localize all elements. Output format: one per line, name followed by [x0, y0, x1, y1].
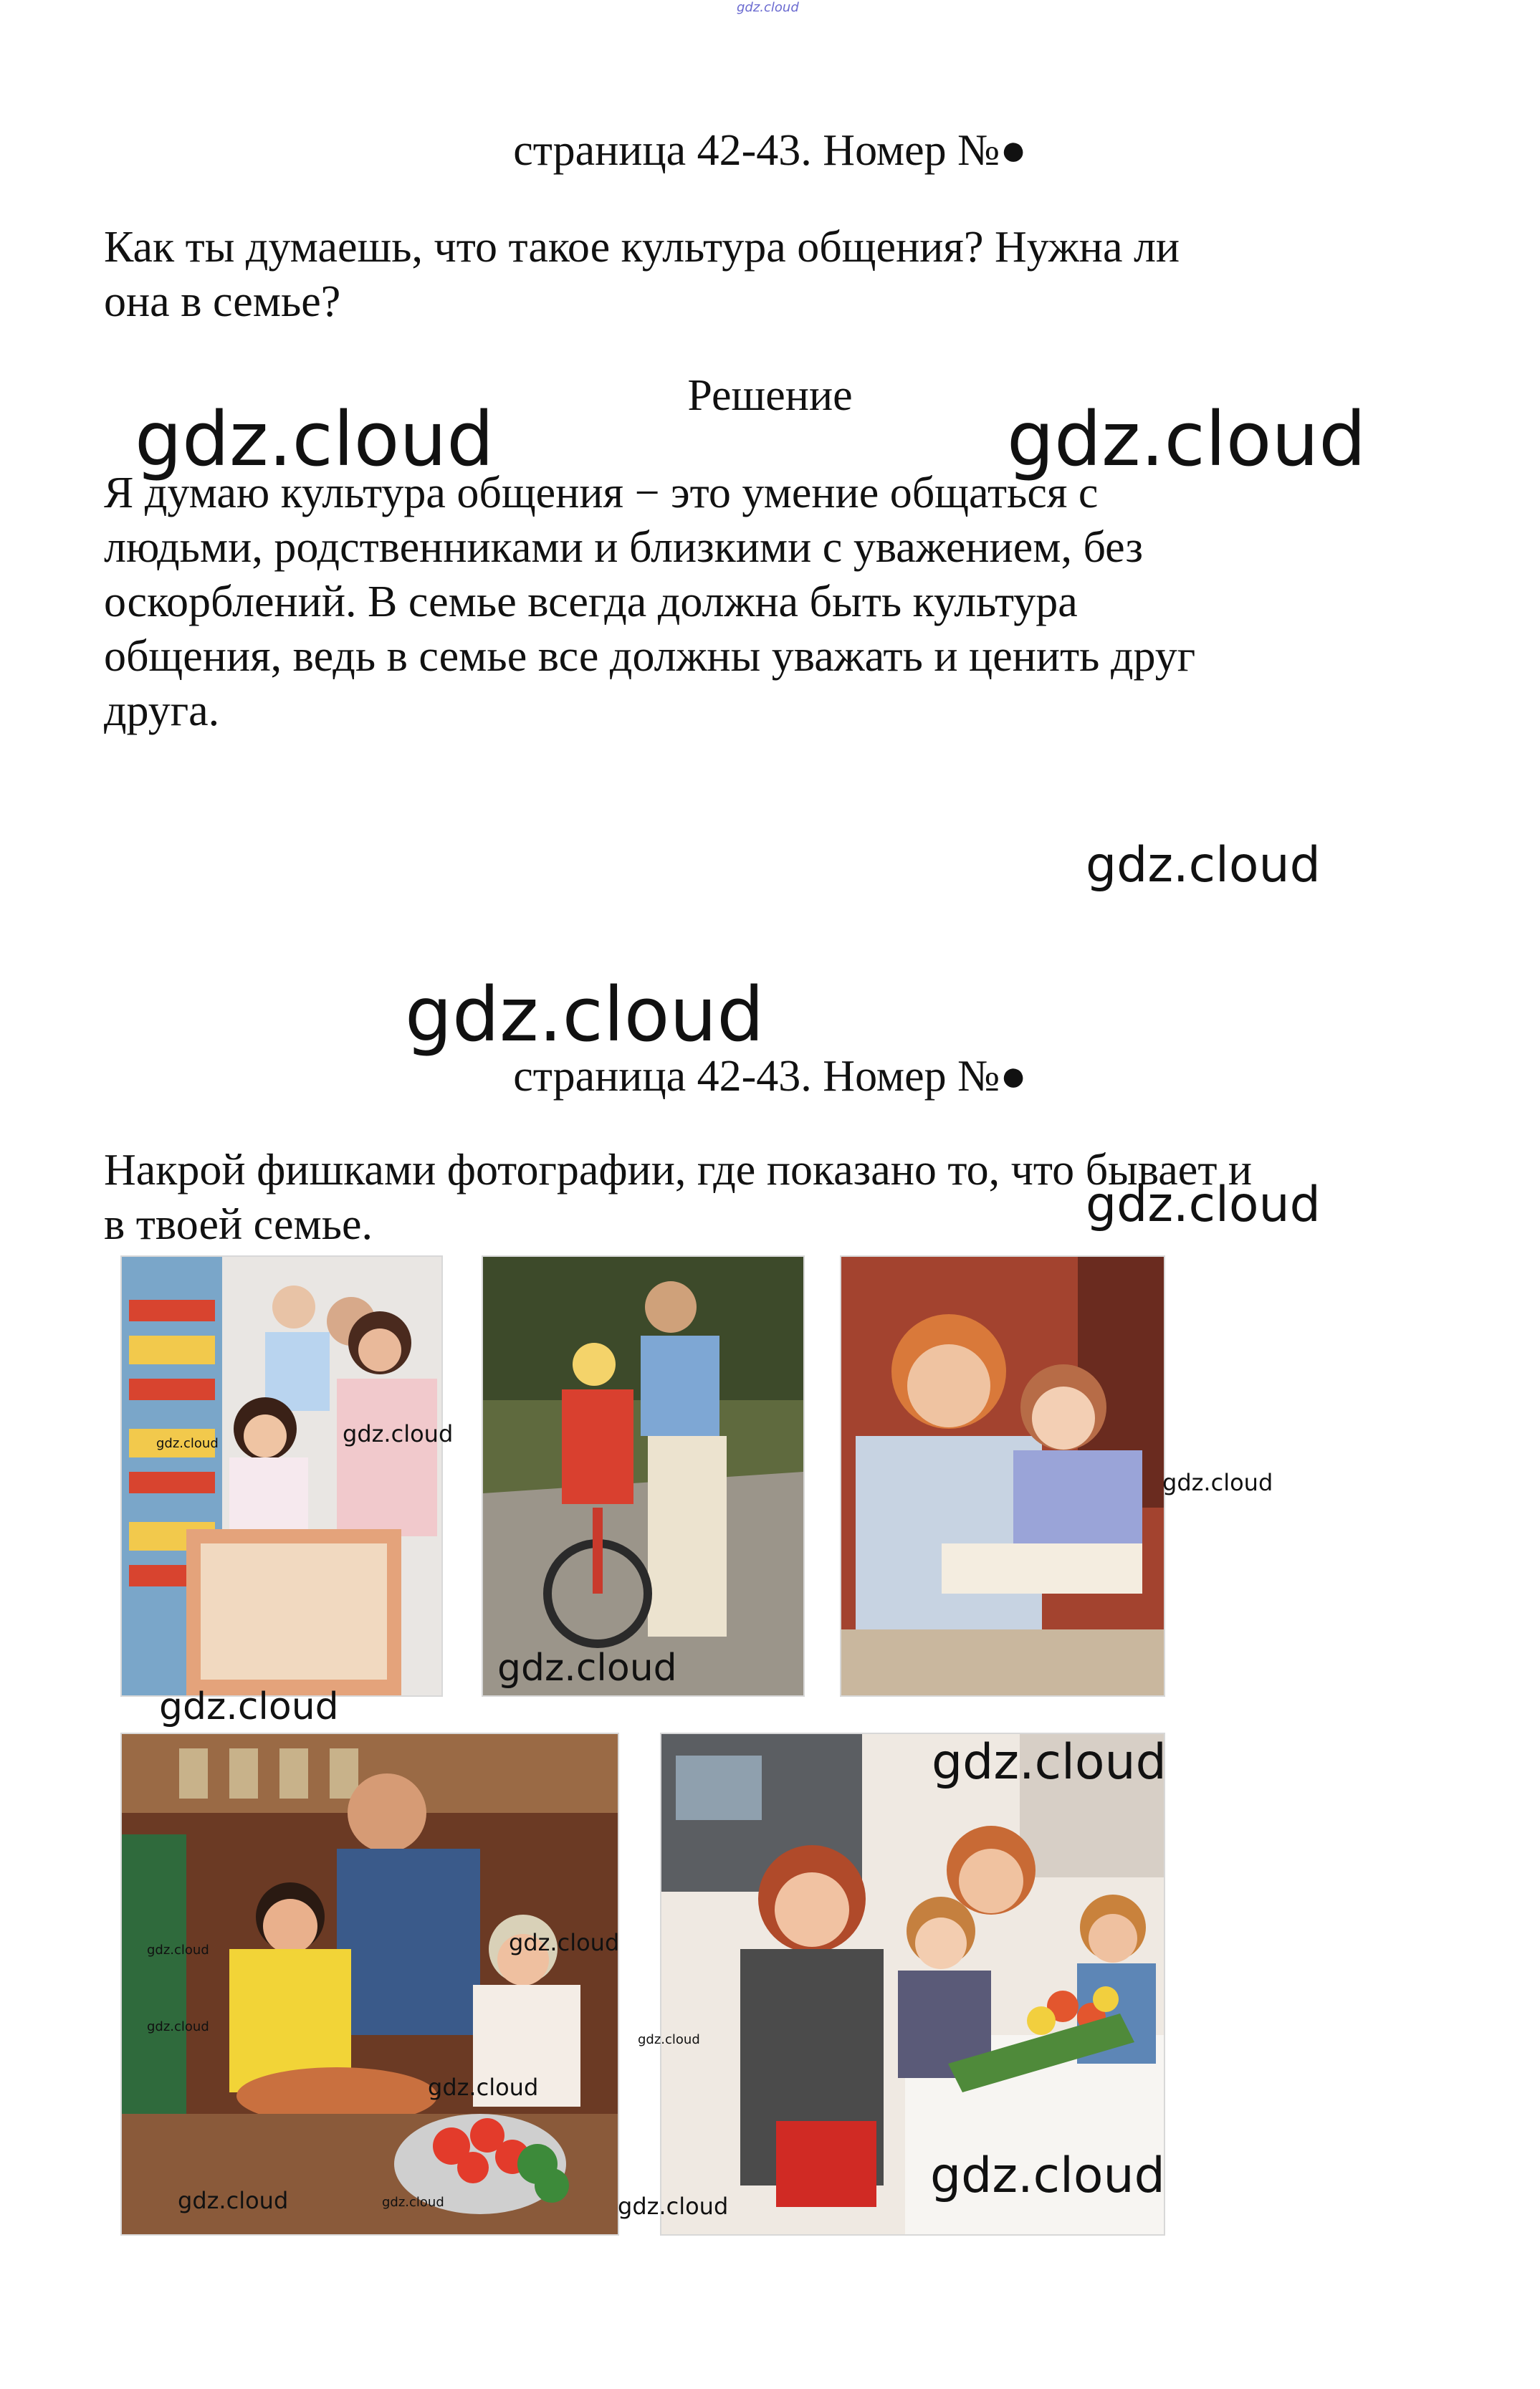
solution-label: Решение	[687, 371, 853, 420]
watermark-12: gdz.cloud	[147, 1943, 209, 1958]
watermark-5: gdz.cloud	[1086, 1177, 1321, 1233]
watermark-20: gdz.cloud	[618, 2193, 729, 2220]
watermark-2: gdz.cloud	[1007, 396, 1367, 483]
photo-family-baking	[120, 1733, 619, 2236]
top-watermark: gdz.cloud	[737, 0, 799, 15]
watermark-8: gdz.cloud	[1162, 1469, 1273, 1496]
task1-question	[104, 220, 1422, 329]
watermark-19: gdz.cloud	[382, 2195, 444, 2210]
watermark-11: gdz.cloud	[932, 1734, 1167, 1791]
task1-answer-line-5: друга.	[104, 686, 220, 735]
task1-answer-line-4: общения, ведь в семье все должны уважать и ценить друг	[104, 632, 1196, 681]
watermark-10: gdz.cloud	[159, 1685, 339, 1728]
photo-family-supermarket	[120, 1255, 443, 1697]
watermark-18: gdz.cloud	[178, 2187, 289, 2214]
task1-answer-line-2: людьми, родственниками и близкими с уважением, без	[104, 523, 1143, 572]
task2-heading: страница 42-43. Номер №●	[513, 1052, 1027, 1101]
watermark-9: gdz.cloud	[497, 1647, 677, 1690]
task1-answer-line-3: оскорблений. В семье всегда должна быть культура	[104, 578, 1078, 626]
task1-question-line-2: она в семье?	[104, 277, 341, 326]
task1-answer-line-1: Я думаю культура общения − это умение общаться с	[104, 469, 1099, 517]
watermark-13: gdz.cloud	[509, 1929, 620, 1956]
watermark-3: gdz.cloud	[1086, 837, 1321, 894]
task1-heading: страница 42-43. Номер №●	[513, 126, 1027, 175]
watermark-1: gdz.cloud	[135, 396, 494, 483]
watermark-15: gdz.cloud	[638, 2032, 700, 2047]
task1-answer	[104, 466, 1422, 738]
watermark-7: gdz.cloud	[343, 1420, 454, 1447]
task1-question-line-1: Как ты думаешь, что такое культура общения? Нужна ли	[104, 223, 1180, 272]
task2-question-line-1: Накрой фишками фотографии, где показано то, что бывает и	[104, 1146, 1253, 1194]
watermark-4: gdz.cloud	[405, 971, 765, 1058]
watermark-17: gdz.cloud	[930, 2148, 1165, 2204]
photo-father-son-bicycle	[482, 1255, 805, 1697]
watermark-16: gdz.cloud	[428, 2074, 539, 2101]
photo-grandmother-reading	[840, 1255, 1165, 1697]
watermark-6: gdz.cloud	[156, 1436, 219, 1451]
watermark-14: gdz.cloud	[147, 2019, 209, 2034]
task2-question-line-2: в твоей семье.	[104, 1200, 373, 1249]
